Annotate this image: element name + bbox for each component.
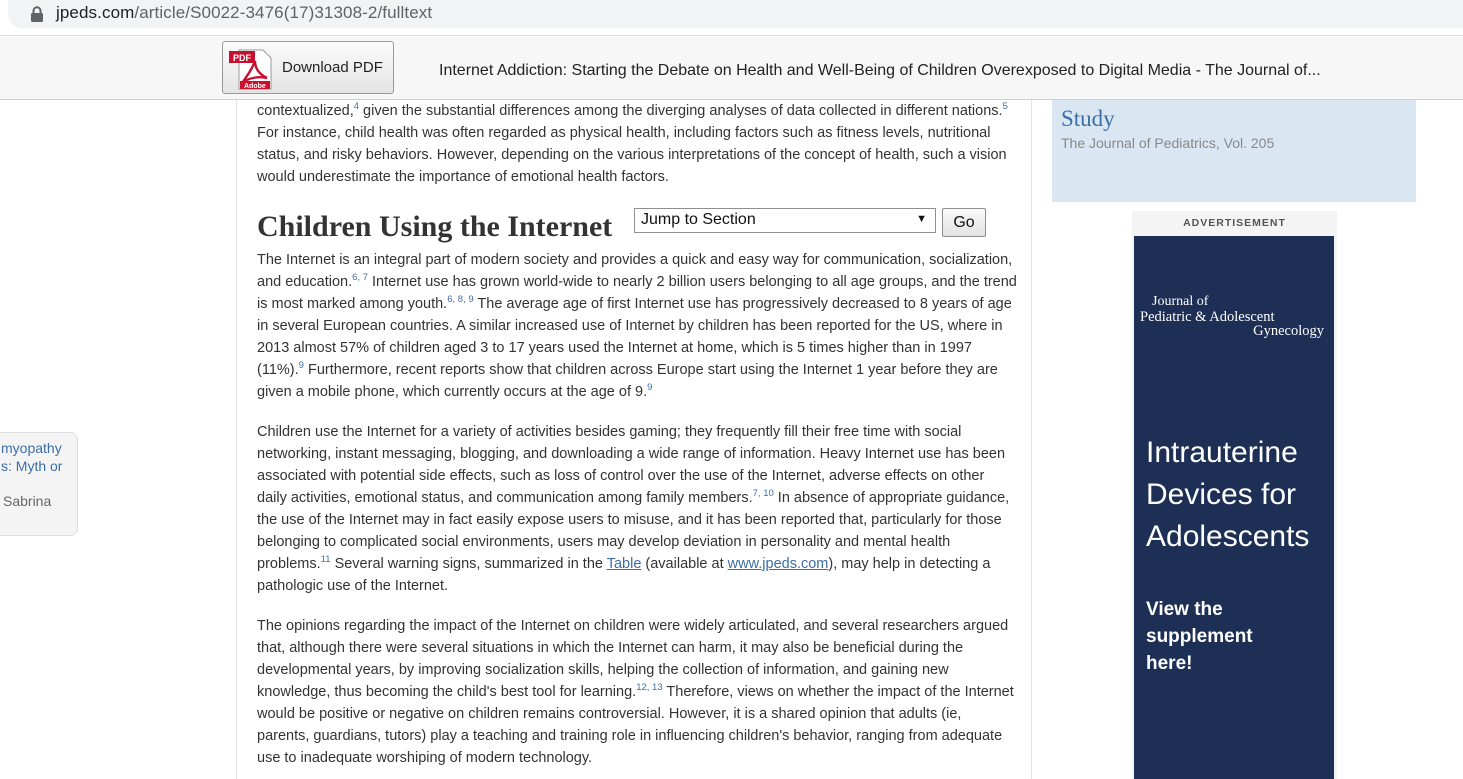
table-link[interactable]: Table: [606, 556, 642, 572]
citation-ref[interactable]: 11: [320, 554, 331, 565]
text-run: For instance, child health was often regarded as physical health, including factors such as fitness levels, nutritional status, and risky behaviors. However, depending on the various interpretations of the concept of health, such a vision would underestimate the importance of emotional health factors.: [257, 125, 1007, 185]
citation-ref[interactable]: 9: [647, 382, 653, 393]
ad-call-to-action: View the supplement here!: [1146, 599, 1253, 674]
ad-banner[interactable]: [1134, 236, 1334, 779]
text-run: Children use the Internet for a variety of activities besides gaming; they frequently fill their free time with social networking, instant messaging, blogging, and downloading a wide range of information. Heavy Internet use has been associated with potential side effects, such as loss of control over the use of the Internet, adverse effects on other daily activities, emotional status, and communication among family members.: [257, 424, 1006, 506]
text-run: Internet use has grown world-wide to nearly 2 billion users belonging to all age groups, and the trend is most marked among youth.: [257, 274, 1017, 312]
text-run: (available at: [641, 556, 728, 572]
paragraph-activities: [257, 421, 1017, 597]
citation-ref[interactable]: 7, 10: [752, 488, 774, 499]
url-path: /article/S0022-3476(17)31308-2/fulltext: [134, 3, 433, 22]
text-run: The opinions regarding the impact of the Internet on children were widely articulated, and several researchers argued that, although there were several situations in which the Internet can harm, it may also be beneficial during the developmental years, by improving socialization skills, helping the collection of information, and gaining new knowledge, thus becoming the child's best tool for learning.: [257, 618, 1009, 700]
ad-journal-logo-line-3: Gynecology: [1253, 323, 1324, 339]
text-run: contextualized,: [257, 103, 354, 119]
text-run: ), may help in detecting a pathologic use of the Internet.: [257, 556, 991, 594]
related-article-journal: The Journal of Pediatrics, Vol. 205: [1061, 135, 1275, 151]
section-heading: Children Using the Internet: [257, 210, 613, 243]
article-header-bar: [0, 37, 1463, 100]
text-run: The Internet is an integral part of modern society and provides a quick and easy way for communication, socialization, and education.: [257, 252, 1013, 290]
paragraph-opinions: [257, 615, 1017, 769]
ad-headline: Intrauterine Devices for Adolescents: [1146, 436, 1310, 553]
related-article-link[interactable]: [1, 439, 62, 475]
dropdown-caret-icon: ▼: [916, 213, 927, 225]
download-pdf-button[interactable]: [222, 41, 394, 94]
article-title: Internet Addiction: Starting the Debate on Health and Well-Being of Children Overexposed to Digital Media - The Journal of...: [439, 62, 1321, 79]
text-run: Therefore, views on whether the impact of the Internet would be positive or negative on children remains controversial. However, it is a shared opinion that adults (ie, parents, guardians, tutors) play a teaching and training role in influencing children's behavior, ranging from adequate use to inadequate worshiping of modern technology.: [257, 684, 1014, 766]
download-pdf-label: Download PDF: [282, 59, 383, 76]
text-run: Several warning signs, summarized in the: [330, 556, 607, 572]
jump-select-value: Jump to Section: [641, 211, 756, 228]
pdf-icon-brand: Adobe: [244, 83, 266, 90]
paragraph-children-internet: [257, 249, 1017, 403]
related-article-card[interactable]: [0, 432, 78, 536]
ad-journal-logo-line-2: Pediatric & Adolescent: [1140, 309, 1275, 325]
text-run: The average age of first Internet use has progressively decreased to 8 years of age in several European countries. A similar increased use of Internet by children has been reported for the US, where in 2013 almost 57% of children aged 3 to 17 years used the Internet at home, which is 5 times higher than in 1997 (11%).: [257, 296, 1012, 378]
paragraph-intro: [257, 100, 1017, 188]
citation-ref[interactable]: 6, 8, 9: [447, 294, 474, 305]
citation-ref[interactable]: 6, 7: [352, 272, 368, 283]
related-title-line-1: myopathy: [1, 440, 62, 456]
ad-journal-logo-line-1: Journal of: [1152, 294, 1209, 309]
citation-ref[interactable]: 12, 13: [636, 682, 663, 693]
text-run: Furthermore, recent reports show that children across Europe start using the Internet 1 year before they are given a mobile phone, which currently occurs at the age of 9.: [257, 362, 998, 400]
related-article-sidebar-card: [1052, 100, 1416, 202]
pdf-icon-tag: PDF: [233, 53, 251, 63]
related-article-title-link[interactable]: Study: [1061, 106, 1115, 131]
omnibox[interactable]: [8, 0, 1463, 28]
related-title-line-2: s: Myth or: [1, 458, 63, 474]
browser-address-bar: [0, 0, 1463, 36]
advertisement: [1132, 211, 1337, 779]
text-run: In absence of appropriate guidance, the use of the Internet may in fact easily expose users to misuse, and it has been reported that, particularly for those belonging to complicated social environments, users may develop deviation in personality and mental health problems.: [257, 490, 1010, 572]
pdf-file-icon: [229, 48, 273, 90]
jpeds-site-link[interactable]: www.jpeds.com: [727, 556, 829, 572]
url-host: jpeds.com: [56, 3, 135, 22]
citation-ref[interactable]: 9: [298, 360, 304, 371]
lock-icon: [30, 6, 44, 22]
citation-ref[interactable]: 5: [1002, 101, 1008, 112]
advertisement-label: ADVERTISEMENT: [1183, 217, 1286, 229]
related-article-author: Sabrina: [3, 493, 52, 509]
text-run: given the substantial differences among the diverging analyses of data collected in different nations.: [359, 103, 1003, 119]
article-body: [236, 100, 1032, 779]
citation-ref[interactable]: 4: [353, 101, 360, 112]
go-button[interactable]: Go: [942, 208, 986, 237]
jump-to-section-select[interactable]: [634, 208, 936, 233]
url-text[interactable]: [56, 3, 432, 23]
